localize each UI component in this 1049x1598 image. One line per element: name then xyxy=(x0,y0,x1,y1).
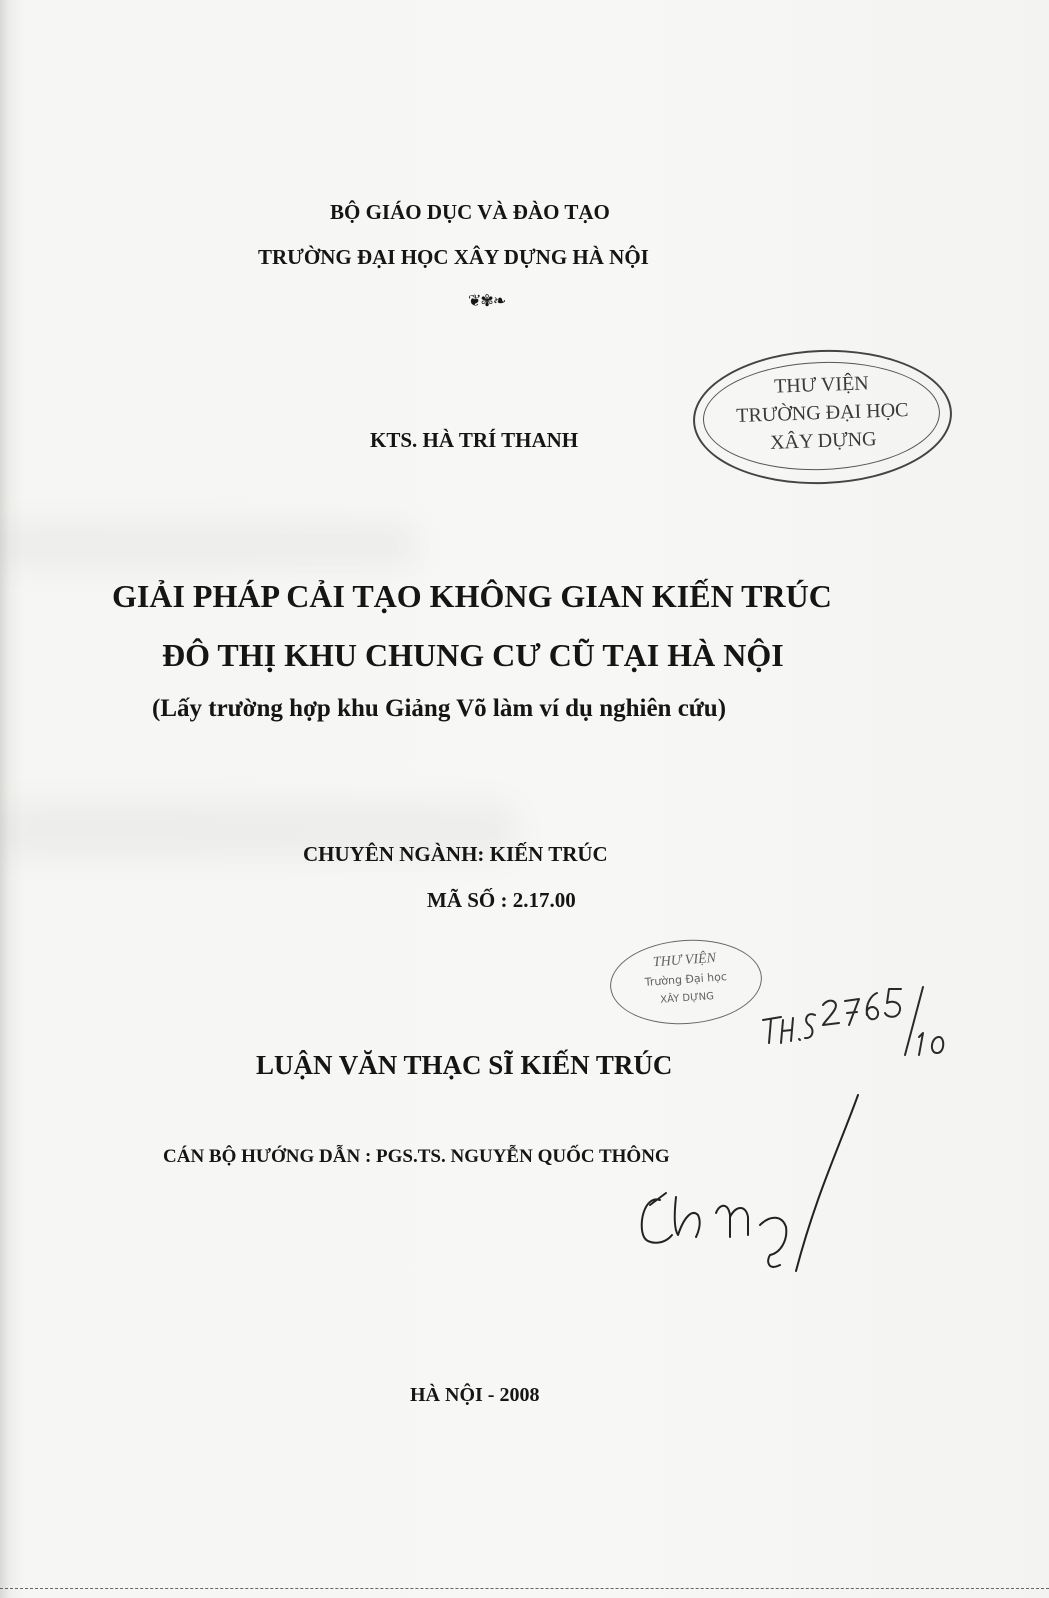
small-stamp-line1: THƯ VIỆN xyxy=(652,950,717,971)
library-stamp-line3: XÂY DỰNG xyxy=(769,428,877,454)
scan-smear-top xyxy=(0,520,420,570)
specialty-code: MÃ SỐ : 2.17.00 xyxy=(427,888,576,912)
small-stamp-line3: XÂY DỰNG xyxy=(659,991,715,1006)
library-stamp xyxy=(691,346,955,489)
thesis-title-line1: GIẢI PHÁP CẢI TẠO KHÔNG GIAN KIẾN TRÚC xyxy=(112,578,832,614)
thesis-type: LUẬN VĂN THẠC SĨ KIẾN TRÚC xyxy=(256,1050,673,1080)
decorative-ornament: ❦✾❧ xyxy=(468,291,506,310)
small-stamp-line2: Trường Đại học xyxy=(644,970,728,989)
author-name: KTS. HÀ TRÍ THANH xyxy=(370,428,579,452)
library-stamp-line1: THƯ VIỆN xyxy=(773,372,870,398)
scan-bottom-edge xyxy=(0,1588,1049,1598)
specialty-field: CHUYÊN NGÀNH: KIẾN TRÚC xyxy=(303,842,608,866)
ministry-name: BỘ GIÁO DỤC VÀ ĐÀO TẠO xyxy=(330,200,610,224)
university-name: TRƯỜNG ĐẠI HỌC XÂY DỰNG HÀ NỘI xyxy=(258,245,649,269)
handwritten-accession-code xyxy=(755,975,970,1065)
thesis-title-line2: ĐÔ THỊ KHU CHUNG CƯ CŨ TẠI HÀ NỘI xyxy=(162,637,784,673)
thesis-subtitle: (Lấy trường hợp khu Giảng Võ làm ví dụ nghiên cứu) xyxy=(152,695,727,722)
small-library-stamp xyxy=(607,935,764,1029)
library-stamp-line2: TRƯỜNG ĐẠI HỌC xyxy=(735,399,909,428)
place-year: HÀ NỘI - 2008 xyxy=(410,1384,540,1406)
advisor-signature xyxy=(620,1085,870,1285)
advisor-line: CÁN BỘ HƯỚNG DẪN : PGS.TS. NGUYỄN QUỐC THÔNG xyxy=(163,1146,670,1167)
